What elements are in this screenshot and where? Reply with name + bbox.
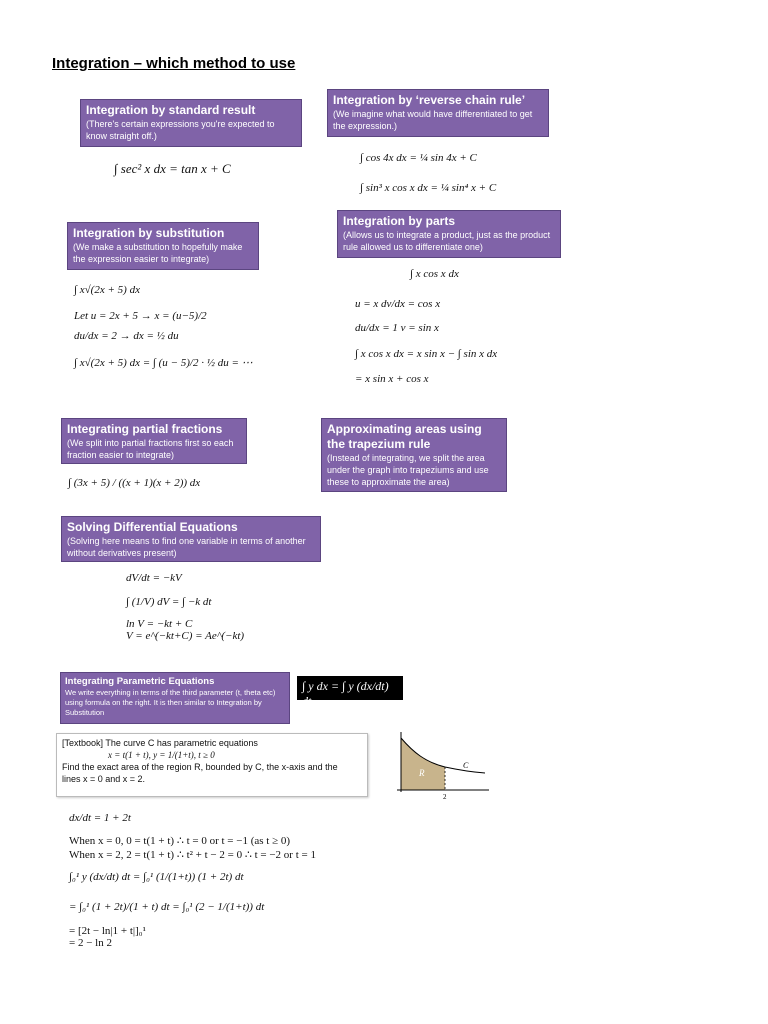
diffeq-sub: (Solving here means to find one variable in terms of another without derivatives present) xyxy=(67,536,306,558)
area-graph xyxy=(393,730,493,800)
solution-line: When x = 0, 0 = t(1 + t) ∴ t = 0 or t = −1 (as t ≥ 0) xyxy=(69,835,291,847)
reverse-chain-box xyxy=(327,89,549,137)
trapezium-sub: (Instead of integrating, we split the area under the graph into trapeziums and use these to approximate the area) xyxy=(327,453,489,487)
standard-result-heading: Integration by standard result xyxy=(86,103,256,117)
partial-fractions-equation: ∫ (3x + 5) / ((x + 1)(x + 2)) dx xyxy=(68,477,201,489)
diffeq-heading: Solving Differential Equations xyxy=(67,520,238,534)
textbook-line: x = t(1 + t), y = 1/(1+t), t ≥ 0 xyxy=(108,750,215,760)
parts-line: du/dx = 1 v = sin x xyxy=(355,322,439,334)
reverse-chain-eq2: ∫ sin³ x cos x dx = ¼ sin⁴ x + C xyxy=(360,182,497,194)
substitution-line: Let u = 2x + 5 → x = (u−5)/2 xyxy=(74,310,207,322)
trapezium-box xyxy=(321,418,507,492)
substitution-line: ∫ x√(2x + 5) dx xyxy=(74,284,140,296)
parametric-formula: ∫ y dx = ∫ y (dx/dt) dt xyxy=(297,676,403,700)
substitution-heading: Integration by substitution xyxy=(73,226,225,240)
solution-line: = ∫₀¹ (1 + 2t)/(1 + t) dt = ∫₀¹ (2 − 1/(1+t)) dt xyxy=(69,901,265,913)
partial-fractions-box xyxy=(61,418,247,464)
substitution-line: ∫ x√(2x + 5) dx = ∫ (u − 5)/2 · ½ du = ⋯ xyxy=(74,357,253,369)
parts-line: ∫ x cos x dx xyxy=(410,268,459,280)
standard-result-sub: (There's certain expressions you're expected to know straight off.) xyxy=(86,119,275,141)
substitution-sub: (We make a substitution to hopefully make the expression easier to integrate) xyxy=(73,242,243,264)
textbook-line: lines x = 0 and x = 2. xyxy=(62,774,146,784)
solution-line: ∫₀¹ y (dx/dt) dt = ∫₀¹ (1/(1+t)) (1 + 2t) dt xyxy=(69,871,244,883)
region-label: R xyxy=(419,768,425,778)
curve-label: C xyxy=(463,761,469,770)
textbook-line: [Textbook] The curve C has parametric equations xyxy=(62,738,258,748)
parts-line: u = x dv/dx = cos x xyxy=(355,298,441,310)
solution-line: When x = 2, 2 = t(1 + t) ∴ t² + t − 2 = 0 ∴ t = −2 or t = 1 xyxy=(69,849,316,861)
trapezium-heading: Approximating areas using the trapezium rule xyxy=(327,422,482,451)
reverse-chain-heading: Integration by ‘reverse chain rule’ xyxy=(333,93,526,107)
parametric-sub: We write everything in terms of the third parameter (t, theta etc) using formula on the right. It is then similar to Integration by Substitution xyxy=(65,688,276,717)
parametric-heading: Integrating Parametric Equations xyxy=(65,676,215,687)
solution-line: = 2 − ln 2 xyxy=(69,937,112,949)
standard-result-box xyxy=(80,99,302,147)
page-title: Integration – which method to use xyxy=(52,55,296,72)
reverse-chain-sub: (We imagine what would have differentiated to get the expression.) xyxy=(333,109,533,131)
parts-sub: (Allows us to integrate a product, just as the product rule allowed us to differentiate one) xyxy=(343,230,551,252)
parametric-box xyxy=(60,672,290,724)
parts-line: ∫ x cos x dx = x sin x − ∫ sin x dx xyxy=(355,348,498,360)
reverse-chain-eq1: ∫ cos 4x dx = ¼ sin 4x + C xyxy=(360,152,477,164)
partial-fractions-sub: (We split into partial fractions first so each fraction easier to integrate) xyxy=(67,438,234,460)
textbook-line: Find the exact area of the region R, bounded by C, the x-axis and the xyxy=(62,762,338,772)
parts-line: = x sin x + cos x xyxy=(355,373,429,385)
standard-result-equation: ∫ sec² x dx = tan x + C xyxy=(114,161,231,176)
diffeq-line: dV/dt = −kV xyxy=(126,572,182,584)
parts-box xyxy=(337,210,561,258)
diffeq-line: ∫ (1/V) dV = ∫ −k dt xyxy=(126,596,212,608)
x-tick-label: 2 xyxy=(443,793,447,800)
solution-line: = [2t − ln|1 + t|]₀¹ xyxy=(69,925,146,937)
solution-line: dx/dt = 1 + 2t xyxy=(69,812,131,824)
parts-heading: Integration by parts xyxy=(343,214,456,228)
substitution-line: du/dx = 2 → dx = ½ du xyxy=(74,330,179,342)
partial-fractions-heading: Integrating partial fractions xyxy=(67,422,223,436)
diffeq-box xyxy=(61,516,321,562)
diffeq-line: V = e^(−kt+C) = Ae^(−kt) xyxy=(126,630,245,642)
substitution-box xyxy=(67,222,259,270)
diffeq-line: ln V = −kt + C xyxy=(126,618,193,630)
textbook-question xyxy=(56,733,368,797)
